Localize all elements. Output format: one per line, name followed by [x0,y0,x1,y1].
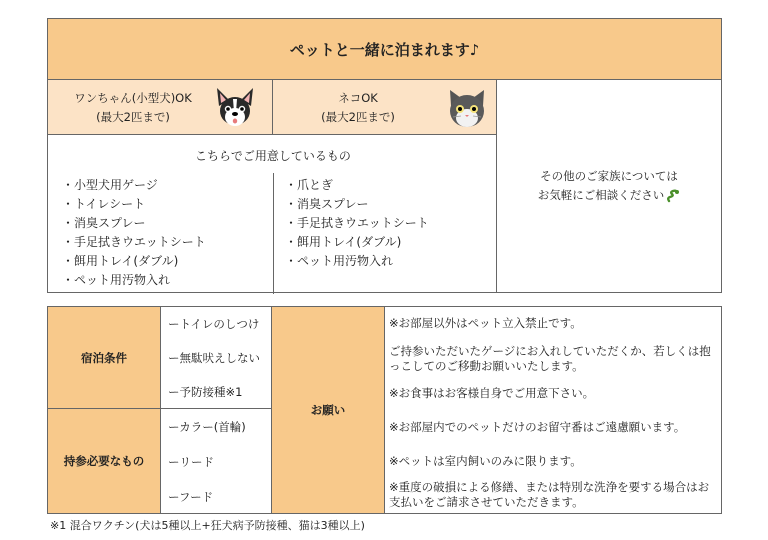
provided-item: ・ ペット用汚物入れ [285,252,490,271]
other-pets-cell [496,79,722,293]
snake-icon [666,189,680,203]
bring-label: 持参必要なもの [63,454,145,468]
other-pets-text-2: お気軽にご相談ください [537,188,665,202]
provided-item: ・ 手足拭きウエットシート [62,233,267,252]
requests-notes-cell [384,306,722,514]
request-note: ※重度の破損による修繕、または特別な洗浄を要する場合はお支払いをご請求させていただきます。 [389,480,710,509]
page-title: ペットと一緒に泊まれます♪ [289,40,480,59]
bring-item: ーリード [168,455,214,469]
cat-ok-label: ネコOK [338,91,378,105]
dog-cell [47,79,273,135]
bring-label-cell [47,408,161,514]
dog-limit-label: (最大2匹まで) [96,110,170,124]
request-note: ※お食事はお客様自身でご用意下さい。 [389,385,595,400]
provided-list-cat [285,176,490,271]
dog-face-icon [211,84,259,132]
request-note: ※お部屋内でのペットだけのお留守番はご遠慮願います。 [389,419,686,434]
bring-item: ーカラー(首輪) [168,420,246,434]
provided-heading: こちらでご用意しているもの [195,149,351,163]
provided-items-cell [47,134,497,293]
provided-item: ・ 餌用トレイ(ダブル) [285,233,490,252]
request-note: ※お部屋以外はペット立入禁止です。 [389,315,582,330]
request-note: ご持参いただいたゲージにお入れしていただくか、若しくは抱っこしてのご移動お願いいたします。 [389,344,711,373]
provided-item: ・ ペット用汚物入れ [62,271,267,290]
requests-label-cell [271,306,385,514]
cat-face-icon [443,84,491,132]
condition-item: ートイレのしつけ [168,317,260,331]
provided-item: ・ 爪とぎ [285,176,490,195]
provided-item: ・ 手足拭きウエットシート [285,214,490,233]
requests-label: お願い [310,403,346,417]
cat-cell [272,79,497,135]
header-banner [47,18,722,80]
provided-divider [273,173,274,294]
provided-item: ・ 小型犬用ゲージ [62,176,267,195]
other-pets-text-1: その他のご家族については [540,169,678,183]
bring-items-cell [160,408,272,514]
pet-info-table [47,18,722,293]
dog-ok-label: ワンちゃん(小型犬)OK [74,91,192,105]
conditions-label-cell [47,306,161,409]
conditions-label: 宿泊条件 [81,350,127,365]
provided-item: ・ 消臭スプレー [285,195,490,214]
bring-item: ーフード [168,490,214,504]
cat-limit-label: (最大2匹まで) [321,110,395,124]
provided-list-dog [62,176,267,290]
provided-item: ・ 餌用トレイ(ダブル) [62,252,267,271]
provided-item: ・ トイレシート [62,195,267,214]
provided-item: ・ 消臭スプレー [62,214,267,233]
condition-item: ー無駄吠えしない [168,351,260,365]
condition-item: ー予防接種※1 [168,385,243,399]
conditions-items-cell [160,306,272,409]
conditions-table [47,306,722,514]
vaccine-footnote: ※1 混合ワクチン(犬は5種以上+狂犬病予防接種、猫は3種以上) [50,519,365,532]
request-note: ※ペットは室内飼いのみに限ります。 [389,453,582,468]
